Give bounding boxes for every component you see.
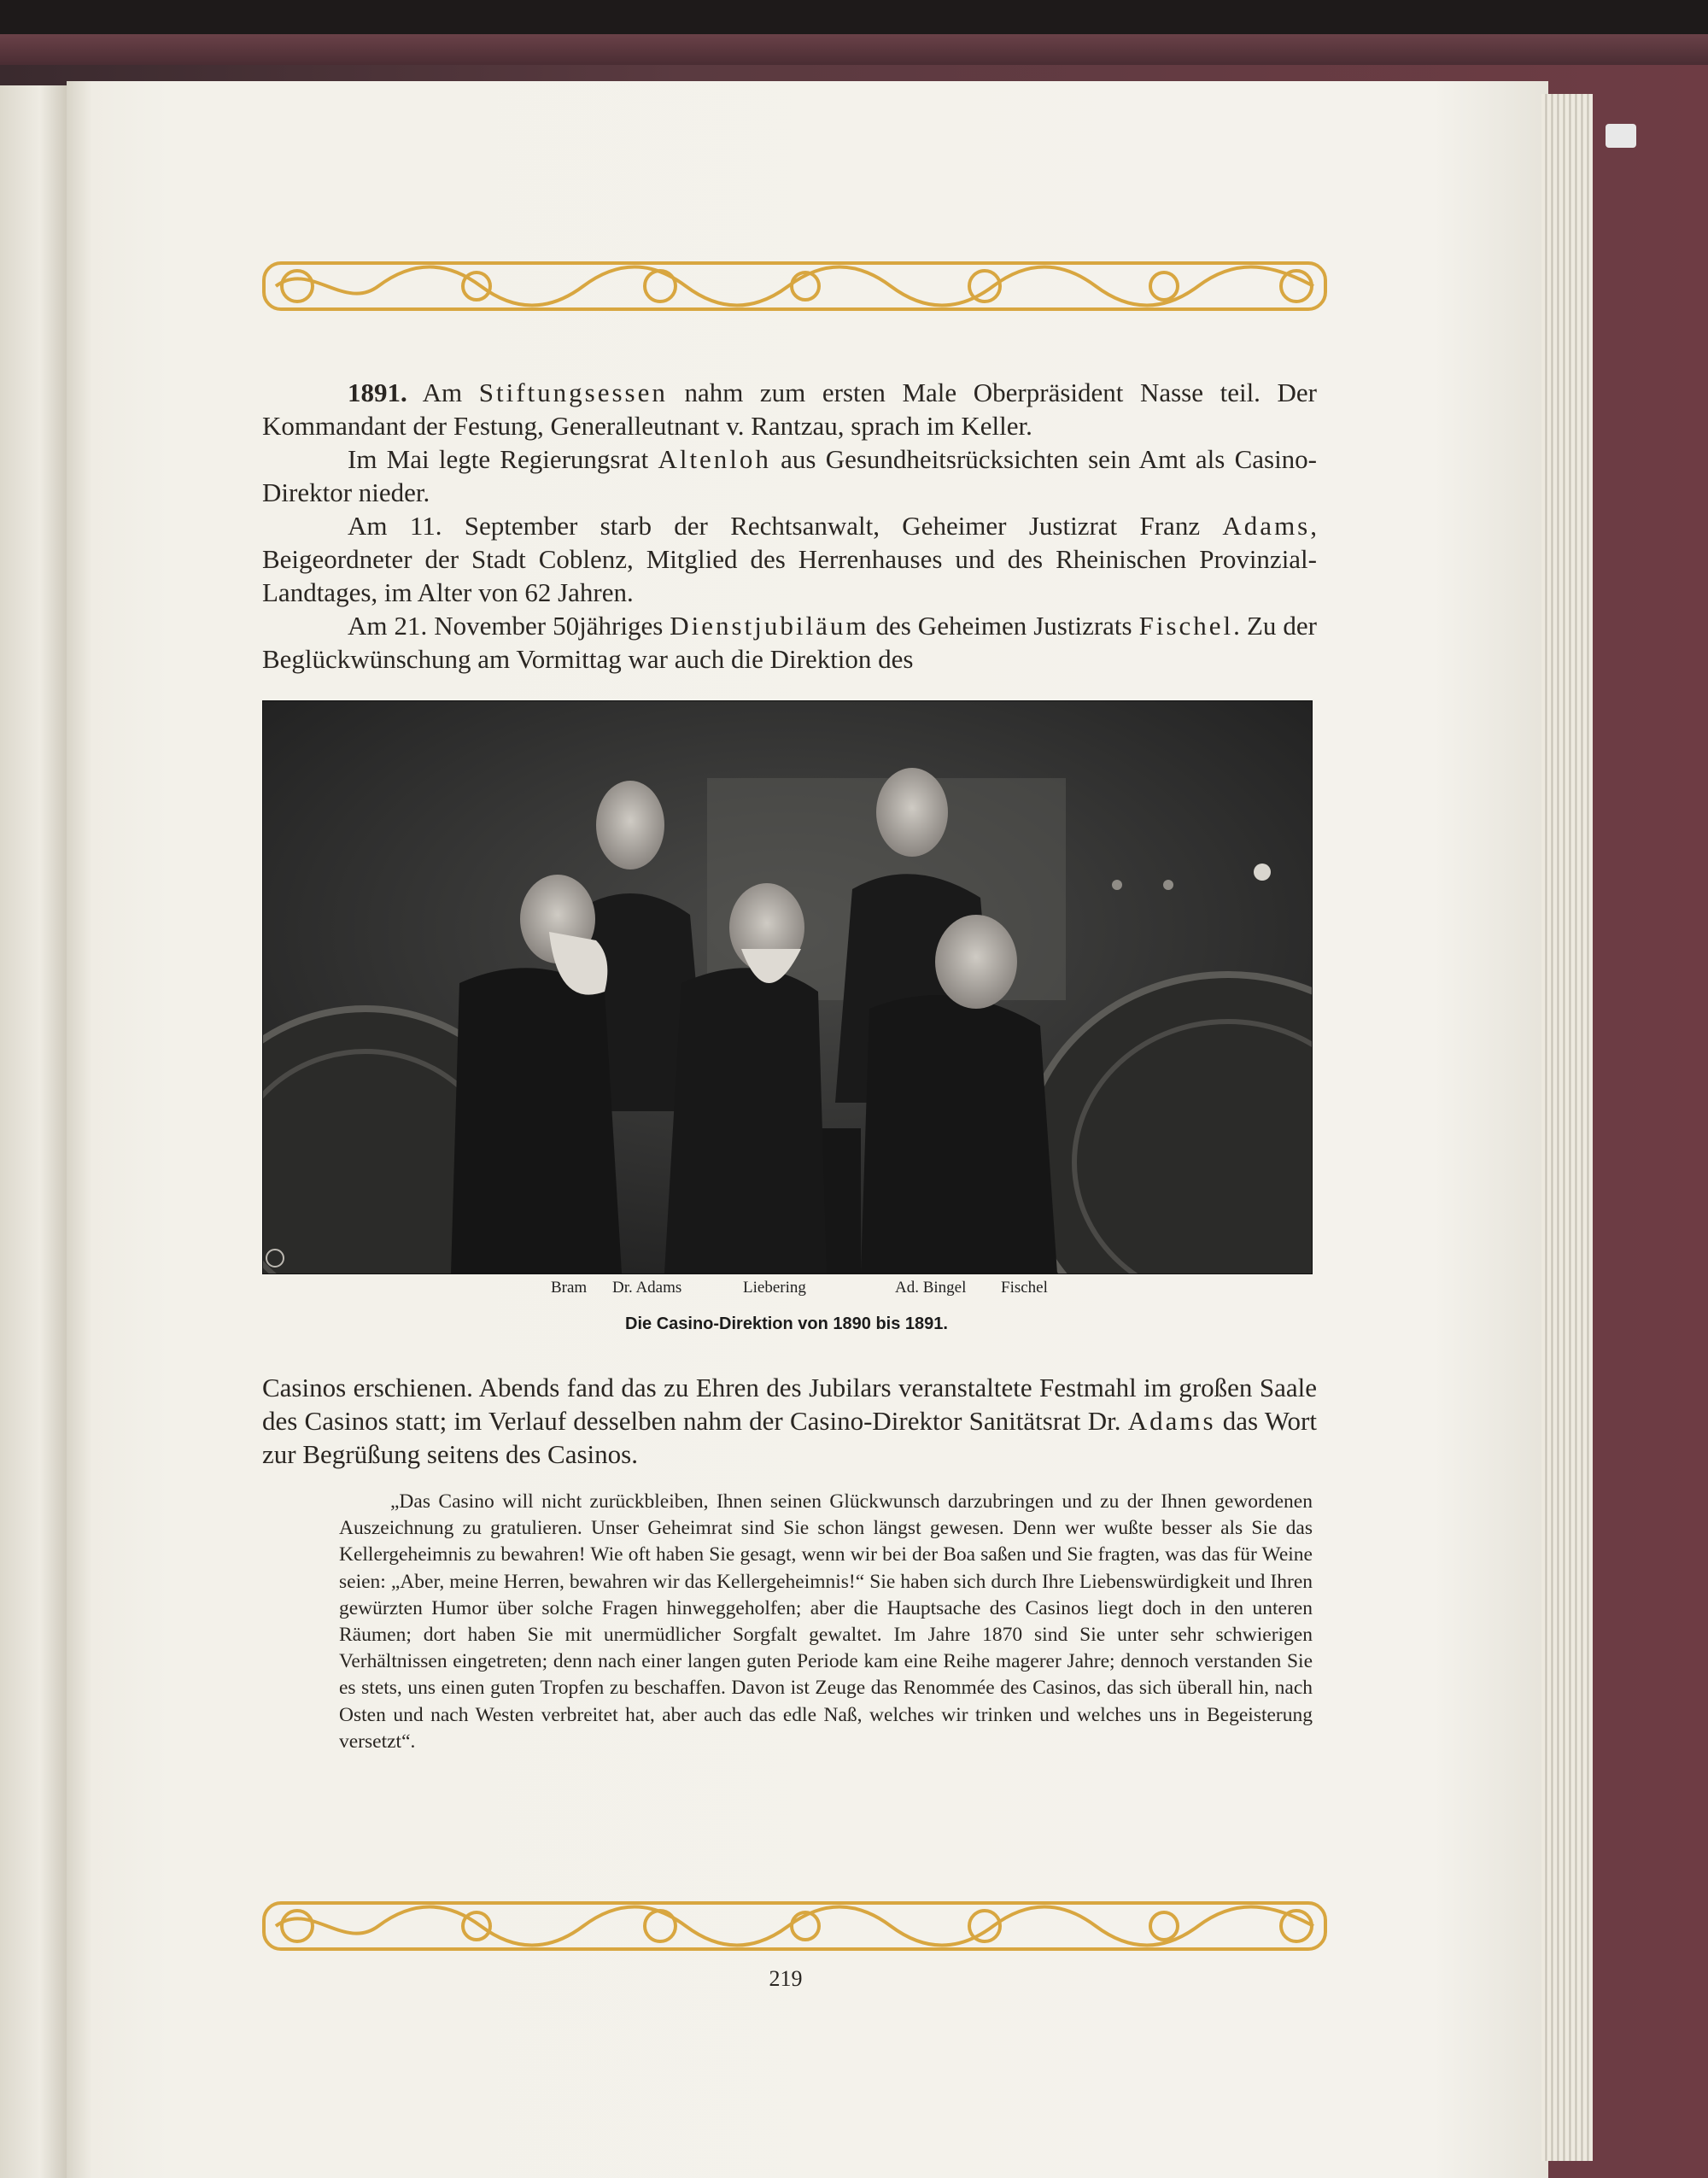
text-run: Casinos erschienen. Abends fand das zu Ehren des Jubilars veranstaltete Festmahl im großen Saale des Casinos statt; im Verlauf desselben nahm der Casino-Direktor Sanitätsrat Dr. (262, 1373, 1317, 1436)
group-photograph (262, 700, 1313, 1274)
quote-text: „Das Casino will nicht zurückbleiben, Ihnen seinen Glückwunsch darzubringen und zu der Ihnen gewordenen Auszeichnung zu gratulieren. Unser Geheimrat sind Sie schon längst gewesen. Denn wer wußte besser als Sie das Kellergeheimnis zu bewahren! Wie oft haben Sie gesagt, wenn wir bei der Boa saßen und Sie fragten, was das für Weine seien: „Aber, meine Herren, bewahren wir das Kellergeheimnis!“ Sie haben sich durch Ihre Liebenswürdigkeit und Ihren gewürzten Humor über solche Fragen hinweggeholfen; aber die Hauptsache des Casinos liegt doch in den unteren Räumen; dort haben Sie mit unermüdlicher Sorgfalt gewaltet. Im Jahre 1870 sind Sie unter sehr schwierigen Verhältnissen eingetreten; denn nach einer langen guten Periode kam eine Reihe magerer Jahre; dennoch verstanden Sie es stets, uns einen guten Tropfen zu beschaffen. Davon ist Zeuge das Renommée des Casinos, das sich überall hin, nach Osten und nach Westen verbreitet hat, aber auch das edle Naß, welches wir trinken und welches uns in Begeisterung versetzt“. (339, 1490, 1313, 1753)
text-run: das Wort zur Begrüßung seitens des Casinos. (262, 1406, 1317, 1469)
text-block-2 (262, 1371, 1317, 1471)
year-heading: 1891. (348, 378, 407, 407)
text-block-1 (262, 376, 1317, 676)
spaced-term: Dienstjubiläum (670, 611, 869, 641)
text-run: Im Mai legte Regierungsrat (348, 444, 658, 474)
ornamental-border-top (259, 256, 1331, 316)
text-run: , Beigeordneter der Stadt Coblenz, Mitglied des Herrenhauses und des Rheinischen Provinzial-Landtages, im Alter von 62 Jahren. (262, 511, 1317, 607)
text-run: . Zu der Beglückwünschung am Vormittag war auch die Direktion des (262, 611, 1317, 674)
spaced-term: Adams (1127, 1406, 1216, 1436)
page-number: 219 (769, 1966, 803, 1991)
photo-name: Liebering (743, 1279, 806, 1297)
text-run: Am (407, 378, 479, 407)
photo-name: Dr. Adams (612, 1279, 682, 1297)
text-run: aus Gesundheitsrücksichten sein Amt als Casino-Direktor nieder. (262, 444, 1317, 507)
photo-name: Fischel (1001, 1279, 1048, 1297)
book-spine-edge (0, 34, 1708, 65)
spaced-term: Stiftungsessen (478, 378, 668, 407)
photo-name: Bram (551, 1279, 588, 1297)
ornamental-border-bottom (259, 1896, 1331, 1956)
photo-name: Ad. Bingel (895, 1279, 967, 1297)
text-run: nahm zum ersten Male Oberpräsident Nasse teil. Der Kommandant der Festung, Generalleutnant v. Rantzau, sprach im Keller. (262, 378, 1317, 441)
spaced-term: Adams (1222, 511, 1311, 541)
photo-caption-title: Die Casino-Direktion von 1890 bis 1891. (625, 1314, 948, 1333)
spaced-term: Altenloh (658, 444, 771, 474)
page-stack-edge (1541, 94, 1593, 2161)
text-run: Am 21. November 50jähriges (348, 611, 670, 641)
spaced-term: Fischel (1138, 611, 1234, 641)
clip (1606, 124, 1636, 148)
photo-names-caption (551, 1279, 1080, 1301)
text-run: Am 11. September starb der Rechtsanwalt, Geheimer Justizrat Franz (348, 511, 1223, 541)
left-page-edge (0, 85, 68, 2178)
text-run: des Geheimen Justizrats (869, 611, 1139, 641)
speech-quote (339, 1489, 1313, 1755)
